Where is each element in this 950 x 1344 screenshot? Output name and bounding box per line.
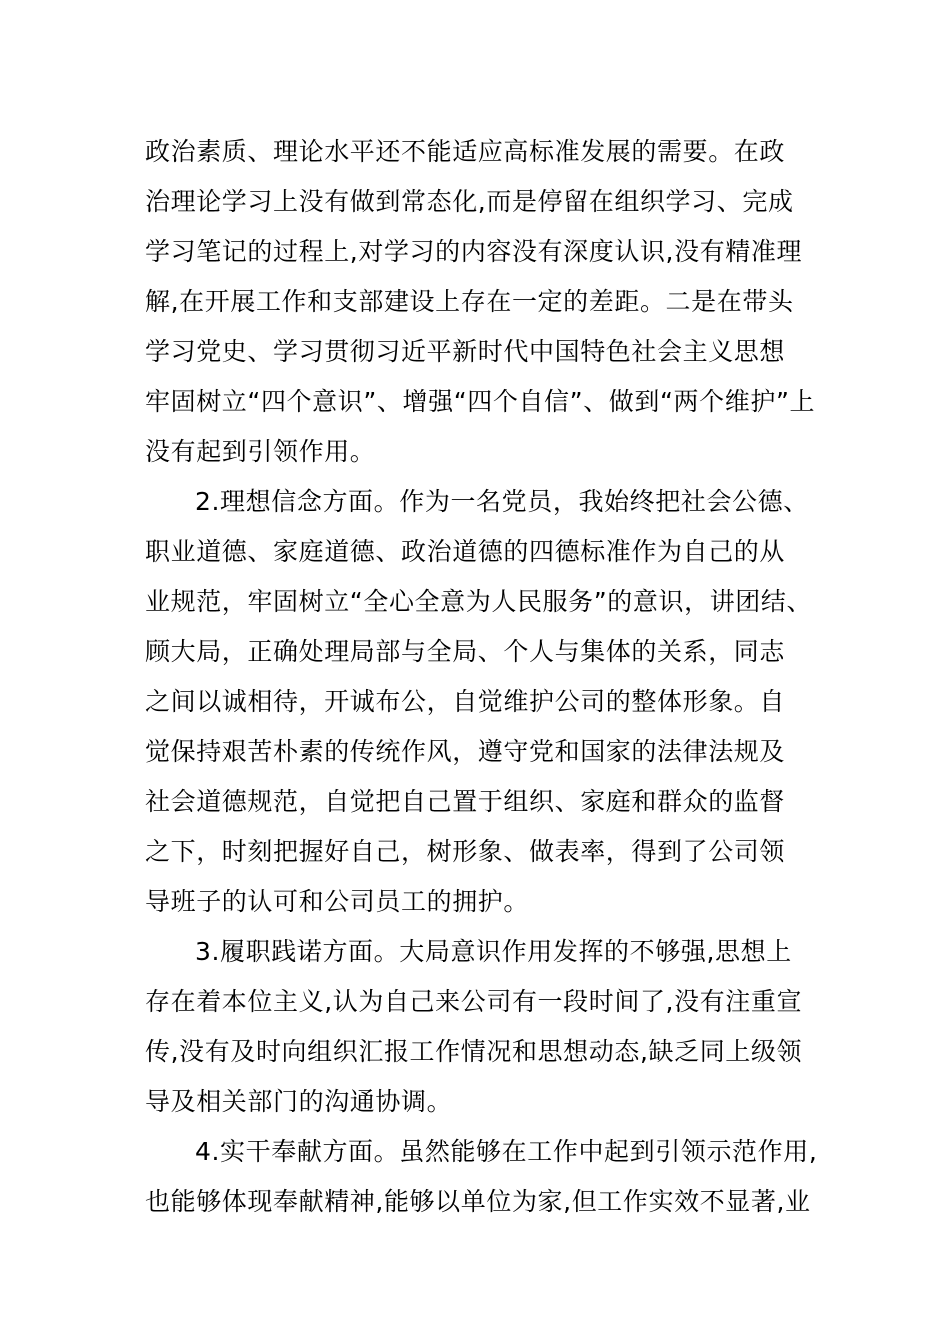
text-line: 之间以诚相待，开诚布公，自觉维护公司的整体形象。自 bbox=[145, 687, 786, 716]
text-line: 解,在开展工作和支部建设上存在一定的差距。二是在带头 bbox=[145, 287, 794, 316]
text-line: 社会道德规范，自觉把自己置于组织、家庭和群众的监督 bbox=[145, 787, 786, 816]
text-line: 顾大局，正确处理局部与全局、个人与集体的关系，同志 bbox=[145, 637, 786, 666]
text-line: 导班子的认可和公司员工的拥护。 bbox=[145, 887, 530, 916]
text-line: 也能够体现奉献精神,能够以单位为家,但工作实效不显著,业 bbox=[145, 1187, 811, 1216]
text-line: 牢固树立“四个意识”、增强“四个自信”、做到“两个维护”上 bbox=[145, 387, 816, 416]
text-line: 学习笔记的过程上,对学习的内容没有深度认识,没有精准理 bbox=[145, 237, 803, 266]
text-line: 职业道德、家庭道德、政治道德的四德标准作为自己的从 bbox=[145, 537, 786, 566]
paragraph-4-first-line: 4.实干奉献方面。虽然能够在工作中起到引领示范作用, bbox=[195, 1137, 818, 1166]
text-line: 之下，时刻把握好自己，树形象、做表率，得到了公司领 bbox=[145, 837, 786, 866]
paragraph-2-first-line: 2.理想信念方面。作为一名党员，我始终把社会公德、 bbox=[195, 487, 809, 516]
text-line: 政治素质、理论水平还不能适应高标准发展的需要。在政 bbox=[145, 137, 786, 166]
text-line: 存在着本位主义,认为自己来公司有一段时间了,没有注重宣 bbox=[145, 987, 803, 1016]
text-line: 业规范，牢固树立“全心全意为人民服务”的意识，讲团结、 bbox=[145, 587, 813, 616]
paragraph-3-first-line: 3.履职践诺方面。大局意识作用发挥的不够强,思想上 bbox=[195, 937, 792, 966]
text-line: 治理论学习上没有做到常态化,而是停留在组织学习、完成 bbox=[145, 187, 794, 216]
text-line: 没有起到引领作用。 bbox=[145, 437, 376, 466]
text-line: 导及相关部门的沟通协调。 bbox=[145, 1087, 453, 1116]
text-line: 学习党史、学习贯彻习近平新时代中国特色社会主义思想 bbox=[145, 337, 786, 366]
text-line: 觉保持艰苦朴素的传统作风，遵守党和国家的法律法规及 bbox=[145, 737, 786, 766]
text-line: 传,没有及时向组织汇报工作情况和思想动态,缺乏同上级领 bbox=[145, 1037, 803, 1066]
